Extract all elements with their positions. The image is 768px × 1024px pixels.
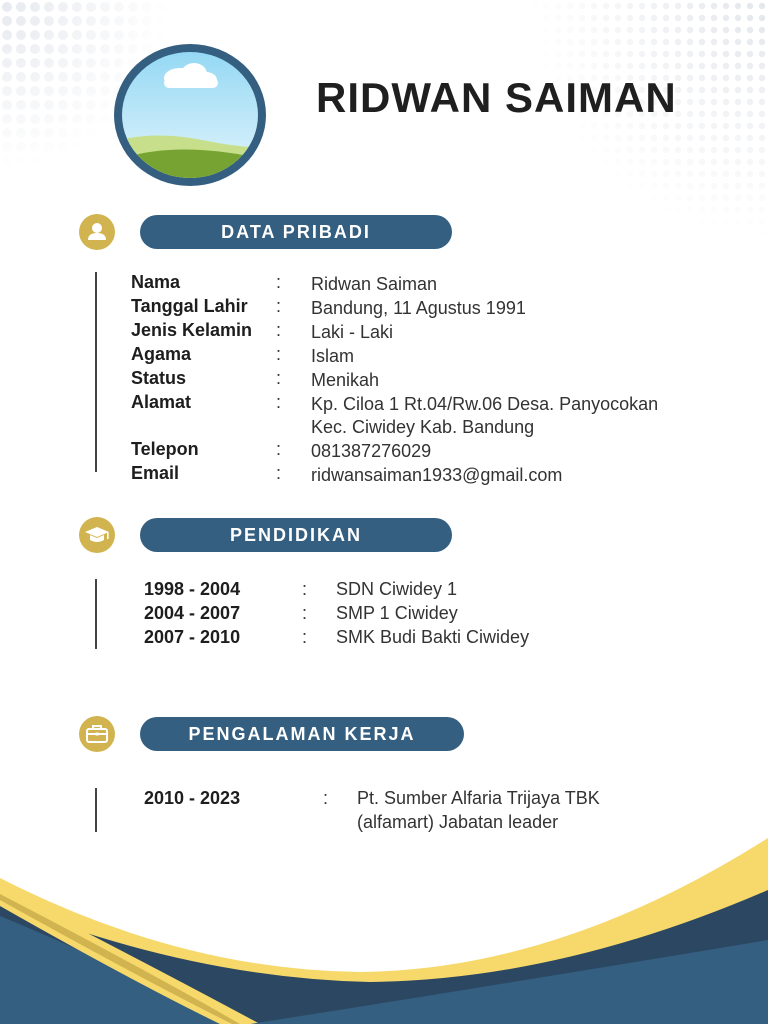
- section-title: DATA PRIBADI: [221, 221, 371, 242]
- info-label: Jenis Kelamin: [131, 320, 253, 340]
- section-title: PENDIDIKAN: [229, 524, 362, 545]
- graduation-cap-icon: [79, 517, 115, 553]
- info-separator: :: [276, 272, 282, 292]
- info-separator: :: [276, 320, 282, 340]
- education-row: [0, 625, 768, 649]
- info-separator: :: [323, 788, 329, 808]
- experience-years: 2010 - 2023: [144, 788, 241, 808]
- info-separator: :: [276, 296, 282, 316]
- page-title: RIDWAN SAIMAN: [316, 74, 677, 121]
- education-school: SMK Budi Bakti Ciwidey: [336, 627, 530, 647]
- info-value: Kp. Ciloa 1 Rt.04/Rw.06 Desa. Panyocokan: [311, 394, 659, 414]
- info-value: Islam: [311, 346, 355, 366]
- education-school: SMP 1 Ciwidey: [336, 603, 458, 623]
- info-row-telepon: [0, 437, 768, 461]
- info-row-status: [0, 366, 768, 390]
- info-row-nama: [0, 270, 768, 294]
- info-row-tanggal-lahir: [0, 294, 768, 318]
- info-value-line2: Kec. Ciwidey Kab. Bandung: [311, 417, 535, 437]
- info-row-agama: [0, 342, 768, 366]
- info-separator: :: [302, 603, 308, 623]
- profile-photo-placeholder: [112, 42, 268, 188]
- education-years: 1998 - 2004: [144, 579, 241, 599]
- decorative-bottom-wave: [0, 820, 768, 1024]
- info-label: Email: [131, 463, 180, 483]
- education-years: 2007 - 2010: [144, 627, 241, 647]
- info-value: ridwansaiman1933@gmail.com: [311, 465, 563, 485]
- info-separator: :: [276, 368, 282, 388]
- user-icon: [79, 214, 115, 250]
- experience-company: Pt. Sumber Alfaria Trijaya TBK: [357, 788, 600, 808]
- education-row: [0, 601, 768, 625]
- experience-row: [0, 786, 768, 834]
- info-value: Menikah: [311, 370, 380, 390]
- section-title: PENGALAMAN KERJA: [188, 723, 416, 744]
- info-value: Bandung, 11 Agustus 1991: [311, 298, 526, 318]
- briefcase-icon: [79, 716, 115, 752]
- info-separator: :: [276, 344, 282, 364]
- info-row-alamat: [0, 390, 768, 438]
- section-header-pengalaman-kerja: [140, 717, 464, 751]
- info-value: 081387276029: [311, 441, 432, 461]
- info-value: Ridwan Saiman: [311, 274, 438, 294]
- info-row-email: [0, 461, 768, 485]
- info-label: Status: [131, 368, 187, 388]
- info-label: Nama: [131, 272, 181, 292]
- info-value: Laki - Laki: [311, 322, 394, 342]
- education-row: [0, 577, 768, 601]
- info-separator: :: [302, 579, 308, 599]
- section-header-data-pribadi: [140, 215, 452, 249]
- info-row-jenis-kelamin: [0, 318, 768, 342]
- info-label: Telepon: [131, 439, 199, 459]
- info-label: Agama: [131, 344, 192, 364]
- info-separator: :: [276, 463, 282, 483]
- info-separator: :: [276, 439, 282, 459]
- experience-position: (alfamart) Jabatan leader: [357, 812, 559, 832]
- education-school: SDN Ciwidey 1: [336, 579, 458, 599]
- info-label: Tanggal Lahir: [131, 296, 248, 316]
- info-separator: :: [276, 392, 282, 412]
- info-separator: :: [302, 627, 308, 647]
- section-header-pendidikan: [140, 518, 452, 552]
- education-years: 2004 - 2007: [144, 603, 241, 623]
- info-label: Alamat: [131, 392, 192, 412]
